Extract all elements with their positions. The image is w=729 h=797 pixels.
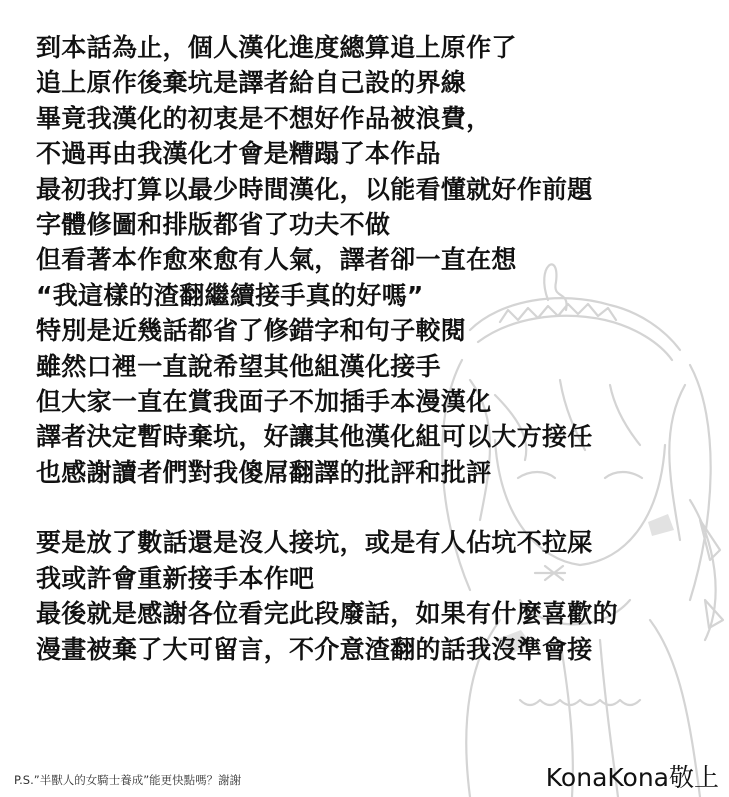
note-line: 但看著本作愈來愈有人氣，譯者卻一直在想 bbox=[36, 245, 517, 275]
note-line: “我這樣的渣翻繼續接手真的好嗎” bbox=[36, 280, 424, 310]
note-line: 雖然口裡一直說希望其他組漢化接手 bbox=[36, 351, 441, 381]
note-line: 字體修圖和排版都省了功夫不做 bbox=[36, 209, 391, 239]
note-line: 畢竟我漢化的初衷是不想好作品被浪費， bbox=[36, 103, 492, 133]
note-line: 最後就是感謝各位看完此段廢話，如果有什麼喜歡的 bbox=[36, 599, 618, 629]
note-line: 特別是近幾話都省了修錯字和句子較閱 bbox=[36, 316, 467, 346]
note-line: 也感謝讀者們對我傻屌翻譯的批評和批評 bbox=[36, 457, 492, 487]
note-line: 我或許會重新接手本作吧 bbox=[36, 563, 315, 593]
translator-note bbox=[36, 30, 726, 667]
note-line: 追上原作後棄坑是譯者給自己設的界線 bbox=[36, 68, 467, 98]
note-line: 譯者決定暫時棄坑，好讓其他漢化組可以大方接任 bbox=[36, 422, 593, 452]
note-line: 最初我打算以最少時間漢化，以能看懂就好作前題 bbox=[36, 174, 593, 204]
postscript-note: P.S.”半獸人的女騎士養成”能更快點嗎？謝謝 bbox=[14, 773, 242, 787]
note-line: 但大家一直在賞我面子不加插手本漫漢化 bbox=[36, 386, 492, 416]
note-line: 到本話為止，個人漢化進度總算追上原作了 bbox=[36, 33, 517, 62]
note-line: 要是放了數話還是沒人接坑，或是有人佔坑不拉屎 bbox=[36, 528, 593, 558]
note-line: 漫畫被棄了大可留言，不介意渣翻的話我沒準會接 bbox=[36, 634, 593, 664]
translator-signature: KonaKona敬上 bbox=[545, 763, 719, 792]
note-line: 不過再由我漢化才會是糟蹋了本作品 bbox=[36, 139, 441, 169]
paragraph-gap bbox=[36, 490, 726, 525]
